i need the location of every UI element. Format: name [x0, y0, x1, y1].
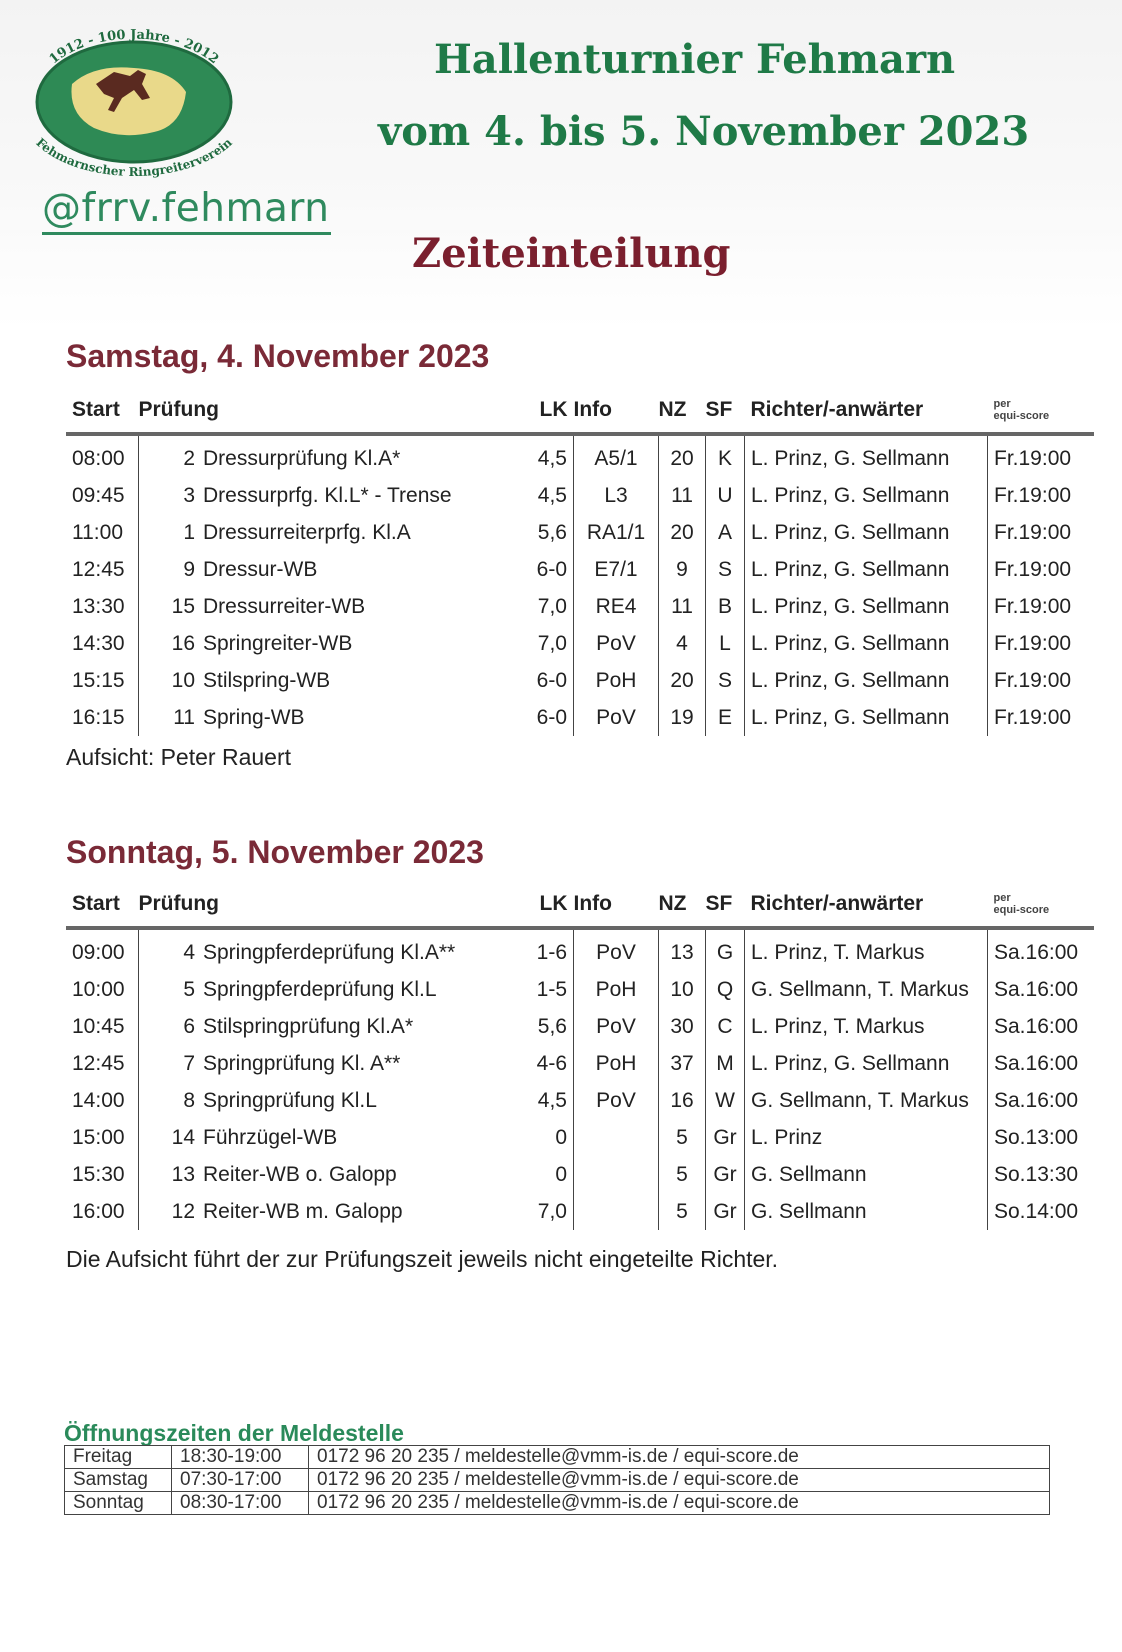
start-time: 16:00 [66, 1193, 139, 1230]
competition-name: Springpferdeprüfung Kl.L [203, 977, 437, 1001]
table-row [66, 699, 1094, 736]
club-logo [14, 14, 254, 184]
start-time: 10:00 [66, 971, 139, 1008]
judges: G. Sellmann, T. Markus [745, 971, 988, 1008]
logo-arc-top: 1912 - 100 Jahre - 2012 [46, 27, 222, 68]
office-row [65, 1492, 1050, 1515]
col-info: Info [574, 388, 659, 434]
office-contact: 0172 96 20 235 / meldestelle@vmm-is.de / equi-score.de [309, 1469, 1050, 1492]
judges: L. Prinz, G. Sellmann [745, 514, 988, 551]
competition-name: Springprüfung Kl. A** [203, 1051, 401, 1075]
competition-name: Dressurreiterprfg. Kl.A [203, 520, 411, 544]
sunday-supervision-note: Die Aufsicht führt der zur Prüfungszeit jeweils nicht eingeteilte Richter. [66, 1246, 779, 1272]
info-value [574, 1119, 659, 1156]
lk-value: 4,5 [515, 434, 574, 477]
col-start: Start [66, 388, 139, 434]
sf-value: B [706, 588, 745, 625]
info-value: RE4 [574, 588, 659, 625]
competition-number: 2 [183, 446, 195, 470]
judges: G. Sellmann, T. Markus [745, 1082, 988, 1119]
judges: L. Prinz, G. Sellmann [745, 662, 988, 699]
office-day: Sonntag [65, 1492, 172, 1515]
lk-value: 7,0 [515, 625, 574, 662]
table-row [66, 625, 1094, 662]
sf-value: Gr [706, 1156, 745, 1193]
entry-deadline: Fr.19:00 [994, 557, 1072, 581]
col-lk: LK [515, 388, 574, 434]
judges: L. Prinz, G. Sellmann [745, 434, 988, 477]
table-row [66, 928, 1094, 971]
info-value: PoH [574, 1045, 659, 1082]
office-row [65, 1469, 1050, 1492]
info-value: E7/1 [574, 551, 659, 588]
competition-number: 8 [183, 1088, 195, 1112]
entry-deadline: So.13:30 [994, 1162, 1079, 1186]
competition-name: Springreiter-WB [203, 631, 353, 655]
competition-name: Führzügel-WB [203, 1125, 338, 1149]
table-row [66, 1008, 1094, 1045]
entry-deadline: So.13:00 [994, 1125, 1079, 1149]
entry-deadline: Fr.19:00 [994, 594, 1072, 618]
office-row [65, 1446, 1050, 1469]
start-time: 15:15 [66, 662, 139, 699]
info-value: PoV [574, 928, 659, 971]
start-time: 09:45 [66, 477, 139, 514]
lk-value: 5,6 [515, 1008, 574, 1045]
entry-deadline: Sa.16:00 [994, 1088, 1079, 1112]
sf-value: Q [706, 971, 745, 1008]
sf-value: S [706, 551, 745, 588]
sf-value: W [706, 1082, 745, 1119]
info-value: PoV [574, 1008, 659, 1045]
saturday-supervision-note: Aufsicht: Peter Rauert [66, 744, 291, 770]
nz-value: 16 [659, 1082, 706, 1119]
col-per-line1: per [993, 398, 1011, 410]
entry-deadline: Fr.19:00 [994, 705, 1072, 729]
office-time: 18:30-19:00 [172, 1446, 309, 1469]
competition-name: Springpferdeprüfung Kl.A** [203, 940, 456, 964]
competition-number: 6 [183, 1014, 195, 1038]
competition-name: Spring-WB [203, 705, 305, 729]
info-value: PoV [574, 1082, 659, 1119]
judges: L. Prinz, G. Sellmann [745, 1045, 988, 1082]
entry-deadline: Fr.19:00 [994, 631, 1072, 655]
sf-value: K [706, 434, 745, 477]
sf-value: C [706, 1008, 745, 1045]
nz-value: 5 [659, 1119, 706, 1156]
entry-deadline: Sa.16:00 [994, 977, 1079, 1001]
col-sf: SF [706, 882, 745, 928]
table-row [66, 1082, 1094, 1119]
table-header-row [66, 388, 1094, 434]
competition-name: Dressurreiter-WB [203, 594, 366, 618]
start-time: 14:00 [66, 1082, 139, 1119]
office-hours-title: Öffnungszeiten der Meldestelle [64, 1420, 404, 1446]
competition-name: Stilspring-WB [203, 668, 331, 692]
competition-name: Dressur-WB [203, 557, 318, 581]
competition-number: 3 [183, 483, 195, 507]
competition-number: 13 [171, 1162, 195, 1186]
competition-number: 1 [183, 520, 195, 544]
lk-value: 7,0 [515, 588, 574, 625]
info-value [574, 1156, 659, 1193]
competition-number: 12 [171, 1199, 195, 1223]
col-sf: SF [706, 388, 745, 434]
sf-value: L [706, 625, 745, 662]
office-day: Samstag [65, 1469, 172, 1492]
lk-value: 6-0 [515, 699, 574, 736]
info-value: A5/1 [574, 434, 659, 477]
judges: L. Prinz, T. Markus [745, 928, 988, 971]
lk-value: 6-0 [515, 662, 574, 699]
col-nz: NZ [659, 882, 706, 928]
social-handle[interactable]: @frrv.fehmarn [42, 186, 331, 235]
sf-value: Gr [706, 1193, 745, 1230]
sf-value: Gr [706, 1119, 745, 1156]
page-subtitle: Zeiteinteilung [412, 230, 731, 277]
judges: L. Prinz, G. Sellmann [745, 625, 988, 662]
competition-name: Dressurprfg. Kl.L* - Trense [203, 483, 452, 507]
judges: L. Prinz [745, 1119, 988, 1156]
lk-value: 1-6 [515, 928, 574, 971]
info-value: RA1/1 [574, 514, 659, 551]
office-time: 07:30-17:00 [172, 1469, 309, 1492]
col-lk: LK [515, 882, 574, 928]
nz-value: 11 [659, 588, 706, 625]
table-row [66, 434, 1094, 477]
nz-value: 20 [659, 434, 706, 477]
lk-value: 4,5 [515, 477, 574, 514]
nz-value: 20 [659, 662, 706, 699]
nz-value: 30 [659, 1008, 706, 1045]
lk-value: 1-5 [515, 971, 574, 1008]
judges: G. Sellmann [745, 1193, 988, 1230]
office-contact: 0172 96 20 235 / meldestelle@vmm-is.de / equi-score.de [309, 1492, 1050, 1515]
competition-number: 11 [173, 705, 195, 729]
nz-value: 5 [659, 1156, 706, 1193]
competition-name: Springprüfung Kl.L [203, 1088, 377, 1112]
sf-value: A [706, 514, 745, 551]
sf-value: M [706, 1045, 745, 1082]
entry-deadline: Fr.19:00 [994, 483, 1072, 507]
lk-value: 0 [515, 1156, 574, 1193]
col-start: Start [66, 882, 139, 928]
nz-value: 5 [659, 1193, 706, 1230]
judges: G. Sellmann [745, 1156, 988, 1193]
entry-deadline: Fr.19:00 [994, 520, 1072, 544]
sf-value: U [706, 477, 745, 514]
start-time: 10:45 [66, 1008, 139, 1045]
competition-number: 7 [183, 1051, 195, 1075]
table-header-row [66, 882, 1094, 928]
competition-number: 9 [183, 557, 195, 581]
office-day: Freitag [65, 1446, 172, 1469]
judges: L. Prinz, G. Sellmann [745, 551, 988, 588]
entry-deadline: Fr.19:00 [994, 446, 1072, 470]
entry-deadline: Sa.16:00 [994, 1014, 1079, 1038]
col-info: Info [574, 882, 659, 928]
sf-value: G [706, 928, 745, 971]
entry-deadline: Sa.16:00 [994, 940, 1079, 964]
table-row [66, 551, 1094, 588]
entry-deadline: So.14:00 [994, 1199, 1079, 1223]
logo-arc-bottom: Fehmarnscher Ringreiterverein [33, 135, 235, 180]
start-time: 13:30 [66, 588, 139, 625]
info-value: L3 [574, 477, 659, 514]
saturday-heading: Samstag, 4. November 2023 [66, 338, 490, 374]
lk-value: 7,0 [515, 1193, 574, 1230]
start-time: 16:15 [66, 699, 139, 736]
entry-deadline: Fr.19:00 [994, 668, 1072, 692]
lk-value: 4,5 [515, 1082, 574, 1119]
info-value: PoV [574, 699, 659, 736]
col-per [988, 388, 1095, 434]
sunday-heading: Sonntag, 5. November 2023 [66, 834, 484, 870]
table-row [66, 971, 1094, 1008]
lk-value: 4-6 [515, 1045, 574, 1082]
competition-number: 4 [183, 940, 195, 964]
table-row [66, 1193, 1094, 1230]
start-time: 11:00 [66, 514, 139, 551]
col-per [988, 882, 1095, 928]
lk-value: 0 [515, 1119, 574, 1156]
judges: L. Prinz, G. Sellmann [745, 699, 988, 736]
start-time: 09:00 [66, 928, 139, 971]
info-value: PoV [574, 625, 659, 662]
table-row [66, 514, 1094, 551]
sf-value: S [706, 662, 745, 699]
table-row [66, 1045, 1094, 1082]
office-time: 08:30-17:00 [172, 1492, 309, 1515]
col-per-line2: equi-score [993, 410, 1050, 422]
nz-value: 37 [659, 1045, 706, 1082]
competition-number: 10 [171, 668, 195, 692]
start-time: 12:45 [66, 551, 139, 588]
sunday-schedule-table [66, 882, 1094, 1230]
start-time: 12:45 [66, 1045, 139, 1082]
competition-name: Stilspringprüfung Kl.A* [203, 1014, 414, 1038]
nz-value: 13 [659, 928, 706, 971]
competition-number: 14 [171, 1125, 195, 1149]
info-value: PoH [574, 662, 659, 699]
competition-name: Reiter-WB o. Galopp [203, 1162, 397, 1186]
nz-value: 20 [659, 514, 706, 551]
competition-name: Dressurprüfung Kl.A* [203, 446, 401, 470]
page-date-range: vom 4. bis 5. November 2023 [378, 108, 1030, 155]
info-value: PoH [574, 971, 659, 1008]
competition-number: 16 [171, 631, 195, 655]
judges: L. Prinz, T. Markus [745, 1008, 988, 1045]
saturday-schedule-table [66, 388, 1094, 736]
office-contact: 0172 96 20 235 / meldestelle@vmm-is.de / equi-score.de [309, 1446, 1050, 1469]
table-row [66, 1119, 1094, 1156]
col-nz: NZ [659, 388, 706, 434]
start-time: 15:00 [66, 1119, 139, 1156]
table-row [66, 477, 1094, 514]
table-row [66, 662, 1094, 699]
col-per-line2: equi-score [993, 904, 1050, 916]
nz-value: 19 [659, 699, 706, 736]
sf-value: E [706, 699, 745, 736]
start-time: 15:30 [66, 1156, 139, 1193]
lk-value: 5,6 [515, 514, 574, 551]
nz-value: 11 [659, 477, 706, 514]
lk-value: 6-0 [515, 551, 574, 588]
entry-deadline: Sa.16:00 [994, 1051, 1079, 1075]
info-value [574, 1193, 659, 1230]
col-richter: Richter/-anwärter [745, 388, 988, 434]
competition-number: 15 [171, 594, 195, 618]
competition-name: Reiter-WB m. Galopp [203, 1199, 403, 1223]
col-richter: Richter/-anwärter [745, 882, 988, 928]
competition-number: 5 [183, 977, 195, 1001]
nz-value: 10 [659, 971, 706, 1008]
col-pruefung: Prüfung [139, 882, 516, 928]
start-time: 14:30 [66, 625, 139, 662]
table-row [66, 588, 1094, 625]
start-time: 08:00 [66, 434, 139, 477]
nz-value: 9 [659, 551, 706, 588]
judges: L. Prinz, G. Sellmann [745, 477, 988, 514]
page-title: Hallenturnier Fehmarn [434, 36, 956, 83]
office-hours-table [64, 1445, 1050, 1515]
table-row [66, 1156, 1094, 1193]
col-pruefung: Prüfung [139, 388, 516, 434]
col-per-line1: per [993, 892, 1011, 904]
nz-value: 4 [659, 625, 706, 662]
judges: L. Prinz, G. Sellmann [745, 588, 988, 625]
